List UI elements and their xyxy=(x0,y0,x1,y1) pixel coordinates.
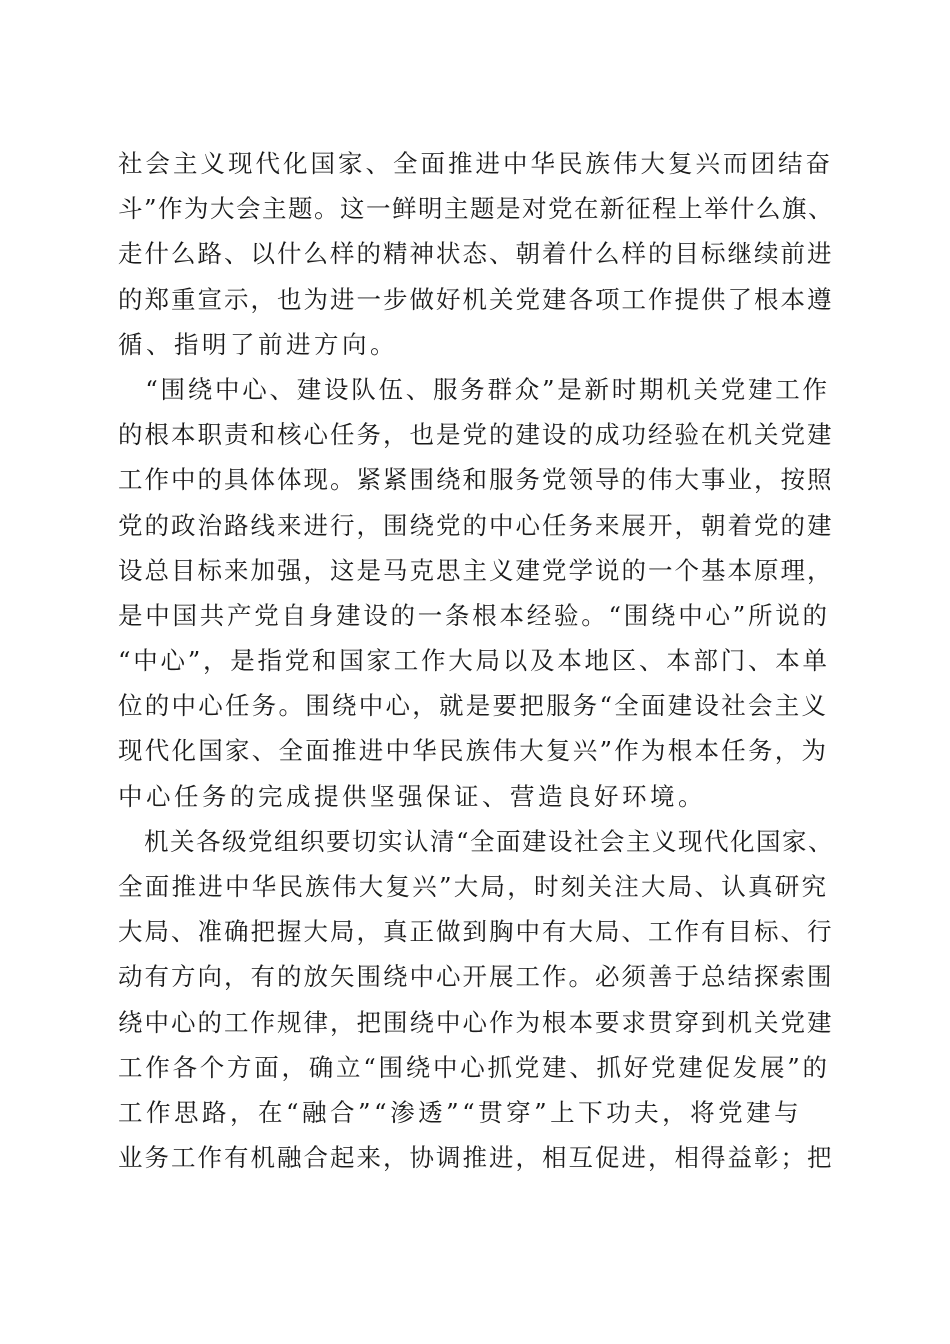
text-line: 绕中心的工作规律，把围绕中心作为根本要求贯穿到机关党建 xyxy=(118,1007,834,1037)
text-line: 斗”作为大会主题。这一鲜明主题是对党在新征程上举什么旗、 xyxy=(118,194,835,224)
document-body xyxy=(118,141,834,1180)
text-line: 业务工作有机融合起来，协调推进，相互促进，相得益彰；把 xyxy=(118,1143,834,1173)
paragraph-start-line: “围绕中心、建设队伍、服务群众”是新时期机关党建工作 xyxy=(118,374,830,404)
text-line: 的根本职责和核心任务，也是党的建设的成功经验在机关党建 xyxy=(118,420,834,450)
text-line: 工作各个方面，确立“围绕中心抓党建、抓好党建促发展”的 xyxy=(118,1052,830,1082)
text-line: 工作中的具体体现。紧紧围绕和服务党领导的伟大事业，按照 xyxy=(118,465,834,495)
text-line: 的郑重宣示，也为进一步做好机关党建各项工作提供了根本遵 xyxy=(118,284,834,314)
paragraph-start-line: 机关各级党组织要切实认清“全面建设社会主义现代化国家、 xyxy=(118,826,835,856)
text-line: “中心”，是指党和国家工作大局以及本地区、本部门、本单 xyxy=(118,646,830,676)
text-line: 是中国共产党自身建设的一条根本经验。“围绕中心”所说的 xyxy=(118,600,830,630)
text-line: 全面推进中华民族伟大复兴”大局，时刻关注大局、认真研究 xyxy=(118,872,829,901)
text-line: 走什么路、以什么样的精神状态、朝着什么样的目标继续前进 xyxy=(118,239,834,269)
text-line: 动有方向，有的放矢围绕中心开展工作。必须善于总结探索围 xyxy=(118,962,834,992)
text-line: 中心任务的完成提供坚强保证、营造良好环境。 xyxy=(118,781,706,811)
text-line: 大局、准确把握大局，真正做到胸中有大局、工作有目标、行 xyxy=(118,917,834,947)
text-line: 现代化国家、全面推进中华民族伟大复兴”作为根本任务，为 xyxy=(118,736,829,766)
text-line: 位的中心任务。围绕中心，就是要把服务“全面建设社会主义 xyxy=(118,691,829,721)
text-line: 社会主义现代化国家、全面推进中华民族伟大复兴而团结奋 xyxy=(118,149,833,178)
text-line: 循、指明了前进方向。 xyxy=(118,329,398,359)
text-line: 党的政治路线来进行，围绕党的中心任务来展开，朝着党的建 xyxy=(118,510,834,540)
text-line: 工作思路，在“融合”“渗透”“贯穿”上下功夫，将党建与 xyxy=(118,1097,803,1127)
text-line: 设总目标来加强，这是马克思主义建党学说的一个基本原理， xyxy=(118,555,834,585)
